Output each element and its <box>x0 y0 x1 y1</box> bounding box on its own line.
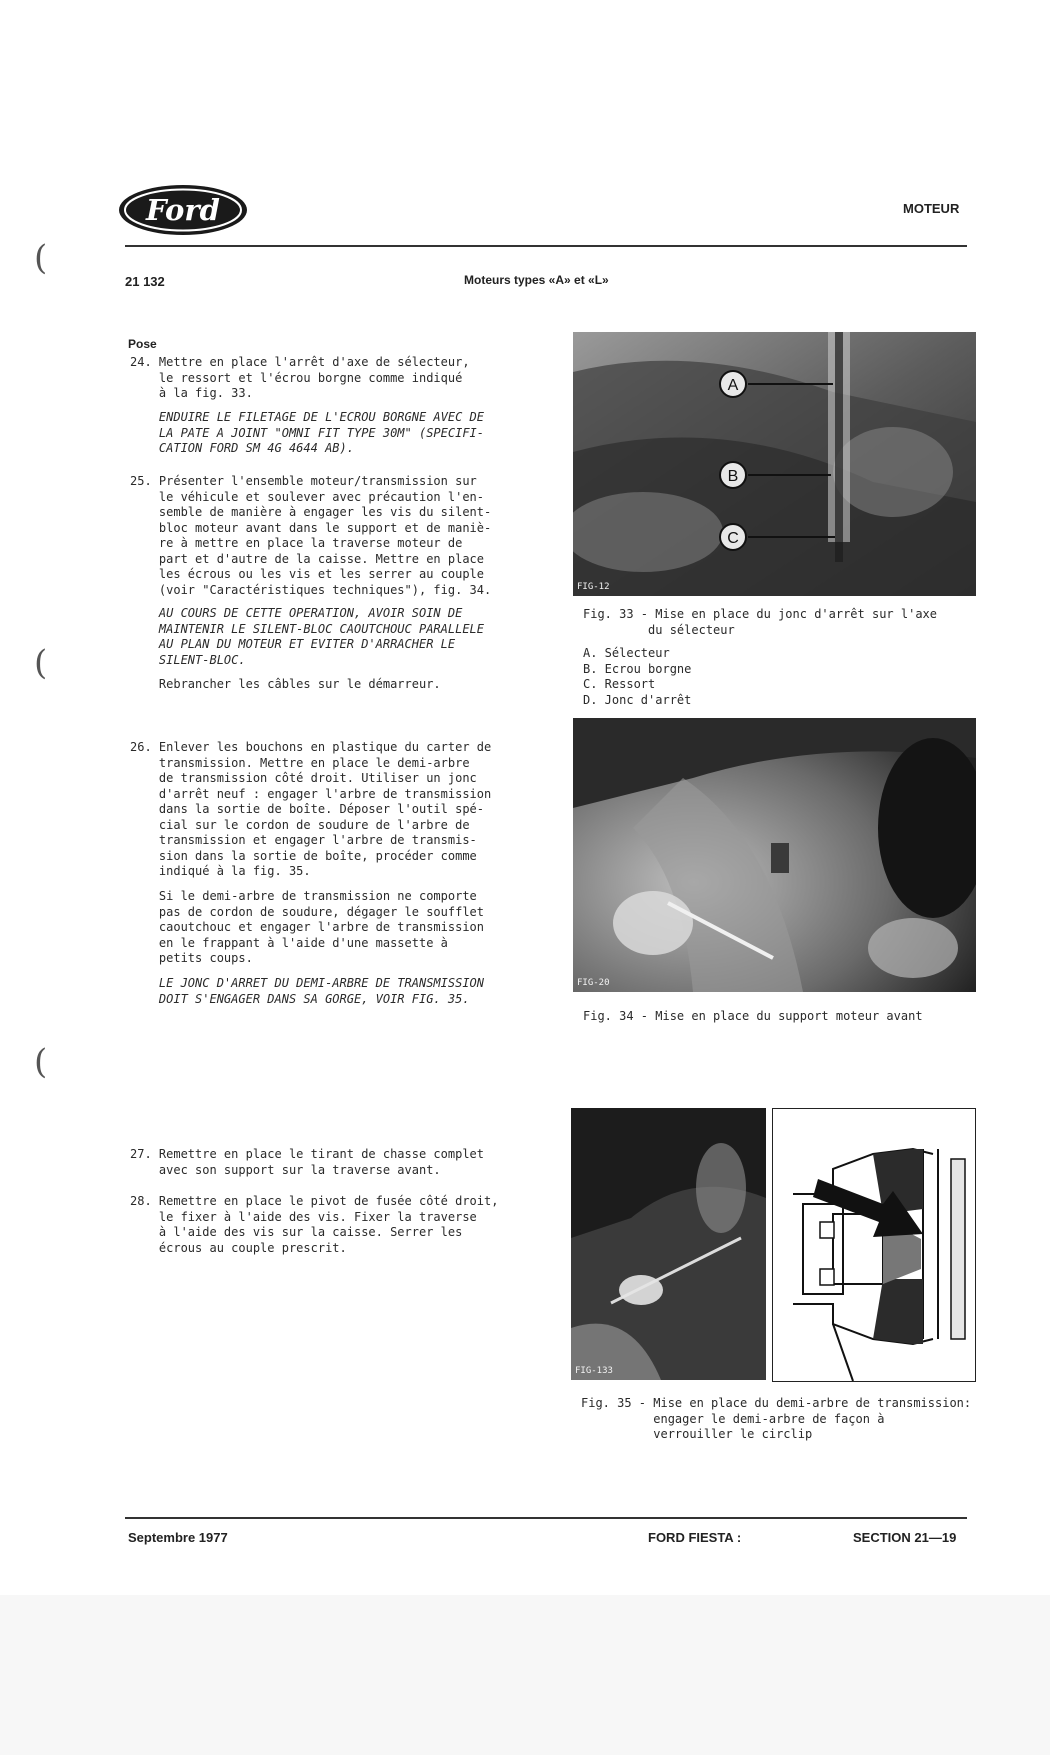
fig-34-photo <box>573 718 976 992</box>
step-26-para: Si le demi-arbre de transmission ne comporte pas de cordon de soudure, dégager le soufflet caoutchouc et engager l'arbre de transmission en le frappant à l'aide d'une massette à petits coups. <box>158 889 485 965</box>
fig-35-diagram <box>772 1108 976 1382</box>
fig-33-drawing <box>573 332 976 596</box>
footer-section: SECTION 21—19 <box>853 1530 957 1545</box>
svg-text:A: A <box>727 377 739 394</box>
fig-33-photo <box>573 332 976 596</box>
fig-33-tag: FIG-12 <box>577 582 610 592</box>
ford-logo-text: Ford <box>146 193 220 227</box>
margin-mark: ( <box>34 1042 48 1082</box>
section-title: MOTEUR <box>903 201 960 216</box>
fig-34-tag: FIG-20 <box>577 978 610 988</box>
fig-35-tag: FIG-133 <box>575 1366 613 1376</box>
footer-date: Septembre 1977 <box>128 1530 228 1545</box>
step-24-note: ENDUIRE LE FILETAGE DE L'ECROU BORGNE AVEC DE LA PATE A JOINT "OMNI FIT TYPE 30M" (SPECIFI- CATION FORD SM 4G 4644 AB). <box>158 410 485 455</box>
page-bottom-background <box>0 1595 1050 1755</box>
fig-35-caption: Fig. 35 - Mise en place du demi-arbre de transmission: engager le demi-arbre de façon à verrouiller le circlip <box>581 1396 972 1441</box>
legend-item: C. Ressort <box>583 677 656 691</box>
footer-rule <box>125 1517 967 1519</box>
margin-mark: ( <box>34 643 48 683</box>
fig-33-caption: Fig. 33 - Mise en place du jonc d'arrêt sur l'axe du sélecteur <box>583 607 938 637</box>
fig-33-legend <box>583 646 691 708</box>
step-26-text: 26. Enlever les bouchons en plastique du carter de transmission. Mettre en place le demi-arbre de transmission côté droit. Utiliser un jonc d'arrêt neuf : engager l'arbre de transmission dans la sortie de boîte. Déposer l'outil spé- cial sur le cordon de soudure de l'arbre de transmission et engager l'arbre de transmis- sion dans la sortie de boîte, procéder comme indiqué à la fig. 35. <box>130 740 492 878</box>
margin-mark: ( <box>34 238 48 278</box>
step-27-text: 27. Remettre en place le tirant de chasse complet avec son support sur la traverse avant. <box>130 1147 485 1177</box>
step-28-text: 28. Remettre en place le pivot de fusée côté droit, le fixer à l'aide des vis. Fixer la traverse à l'aide des vis sur la caisse. Serrer les écrous au couple prescrit. <box>130 1194 499 1255</box>
fig-35-diagram-drawing <box>773 1109 975 1381</box>
fig-34-caption: Fig. 34 - Mise en place du support moteur avant <box>583 1009 923 1023</box>
legend-item: B. Ecrou borgne <box>583 661 692 676</box>
callout-b <box>720 462 746 488</box>
fig-35-photo <box>571 1108 766 1380</box>
callout-c <box>720 524 746 550</box>
fig-34-drawing <box>573 718 976 992</box>
callout-a <box>720 371 746 397</box>
step-26-note: LE JONC D'ARRET DU DEMI-ARBRE DE TRANSMISSION DOIT S'ENGAGER DANS SA GORGE, VOIR FIG. 35. <box>158 976 485 1006</box>
page-subtitle: Moteurs types «A» et «L» <box>464 273 609 287</box>
svg-text:B: B <box>727 468 739 485</box>
legend-item: D. Jonc d'arrêt <box>583 692 692 707</box>
step-25-note: AU COURS DE CETTE OPERATION, AVOIR SOIN DE MAINTENIR LE SILENT-BLOC CAOUTCHOUC PARALLELE AU PLAN DU MOTEUR ET EVITER D'ARRACHER LE SILENT-BLOC. <box>158 606 485 667</box>
page-code: 21 132 <box>125 274 165 289</box>
legend-item: A. Sélecteur <box>583 646 670 660</box>
step-24-text: 24. Mettre en place l'arrêt d'axe de sélecteur, le ressort et l'écrou borgne comme indiqué à la fig. 33. <box>130 355 470 400</box>
svg-text:C: C <box>727 530 739 547</box>
fig-35-photo-drawing <box>571 1108 766 1380</box>
ford-logo <box>117 183 249 237</box>
footer-model: FORD FIESTA : <box>648 1530 742 1545</box>
header-rule <box>125 245 967 247</box>
section-heading: Pose <box>128 337 157 351</box>
step-25-text: 25. Présenter l'ensemble moteur/transmission sur le véhicule et soulever avec précaution l'en- semble de manière à engager les vis du silent- bloc moteur avant dans le support et de maniè- re à mettre en place la traverse moteur de part et d'autre de la caisse. Mettre en place les écrous ou les vis et les serrer au couple (voir "Caractéristiques techniques"), fig. 34. <box>130 474 492 597</box>
step-25-extra: Rebrancher les câbles sur le démarreur. <box>130 677 441 691</box>
